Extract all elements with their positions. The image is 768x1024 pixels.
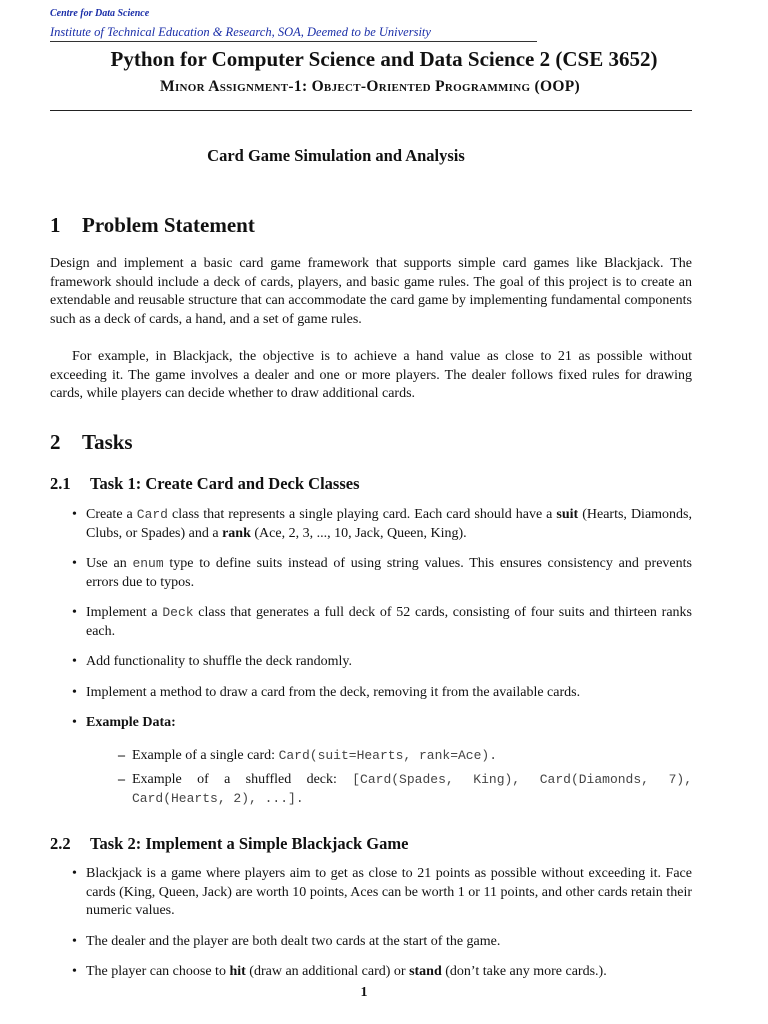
list-item: • Add functionality to shuffle the deck randomly.: [72, 653, 692, 672]
subsection-title: Task 1: Create Card and Deck Classes: [90, 474, 360, 493]
problem-paragraph-2: For example, in Blackjack, the objective is to achieve a hand value as close to 21 as possible without exceeding it. The game involves a dealer and one or more players. The dealer follows fixed rules for drawing cards, while players can decide whether to draw additional cards.: [50, 349, 692, 401]
subsection-heading-task-2: [50, 834, 408, 854]
list-item: • Example Data: – Example of a single card: Card(suit=Hearts, rank=Ace). – Example of a shuffled deck: [Card(Spades, King), Card(Diamonds, 7), Card(Hearts, 2), ...].: [72, 714, 692, 808]
section-number: 2: [50, 430, 61, 454]
list-item: • Implement a Deck class that generates a full deck of 52 cards, consisting of four suits and thirteen ranks each.: [72, 604, 692, 641]
section-title: Problem Statement: [82, 213, 255, 237]
section-heading-problem-statement: [50, 213, 255, 238]
section-title: Tasks: [82, 430, 133, 454]
title-rule: [50, 110, 692, 111]
task-2-list: [72, 865, 692, 994]
list-item: • Use an enum type to define suits instead of using string values. This ensures consistency and prevents errors due to typos.: [72, 555, 692, 592]
header-divider: [50, 41, 537, 42]
page-number: 1: [360, 985, 368, 1000]
list-item: • The player can choose to hit (draw an additional card) or stand (don’t take any more cards.).: [72, 963, 692, 982]
list-item: • Implement a method to draw a card from the deck, removing it from the available cards.: [72, 684, 692, 703]
centre-name: Centre for Data Science: [50, 8, 150, 19]
list-item: • The dealer and the player are both dealt two cards at the start of the game.: [72, 933, 692, 952]
list-item: • Create a Card class that represents a single playing card. Each card should have a suit (Hearts, Diamonds, Clubs, or Spades) and a rank (Ace, 2, 3, ..., 10, Jack, Queen, King).: [72, 506, 692, 543]
inline-code: Card(suit=Hearts, rank=Ace).: [278, 747, 497, 763]
problem-paragraph-1: Design and implement a basic card game framework that supports simple card games like Blackjack. The framework should include a deck of cards, players, and basic game rules. The goal of this project is to create an extendable and reusable structure that can accommodate the card game by implementing fundamental components such as a deck of cards, a hand, and a set of game rules.: [50, 256, 692, 327]
subsection-heading-task-1: [50, 474, 360, 494]
course-title: Python for Computer Science and Data Science 2 (CSE 3652): [110, 47, 658, 71]
inline-code: Deck: [162, 605, 194, 620]
list-item: • Blackjack is a game where players aim to get as close to 21 points as possible without exceeding it. Face cards (King, Queen, Jack) are worth 10 points, Aces can be worth 1 or 11 points, and other cards retain their numeric values.: [72, 865, 692, 921]
sub-list-item: – Example of a shuffled deck: [Card(Spades, King), Card(Diamonds, 7), Card(Hearts, 2), ...].: [118, 771, 692, 808]
example-data-list: [118, 747, 692, 809]
subsection-number: 2.2: [50, 834, 71, 853]
document-heading: Card Game Simulation and Analysis: [207, 146, 465, 165]
task-1-list: [72, 506, 692, 820]
assignment-title: Minor Assignment-1: Object-Oriented Programming (OOP): [160, 78, 580, 95]
institute-name: Institute of Technical Education & Research, SOA, Deemed to be University: [50, 25, 431, 39]
section-heading-tasks: [50, 430, 133, 455]
subsection-number: 2.1: [50, 474, 71, 493]
inline-code: enum: [132, 556, 164, 571]
inline-code: Card: [136, 507, 168, 522]
inline-code: [Card(Spades, King), Card(Diamonds, 7), Card(Hearts, 2), ...].: [132, 772, 693, 806]
sub-list-item: – Example of a single card: Card(suit=Hearts, rank=Ace).: [118, 747, 692, 766]
subsection-title: Task 2: Implement a Simple Blackjack Game: [90, 834, 409, 853]
section-number: 1: [50, 213, 61, 237]
